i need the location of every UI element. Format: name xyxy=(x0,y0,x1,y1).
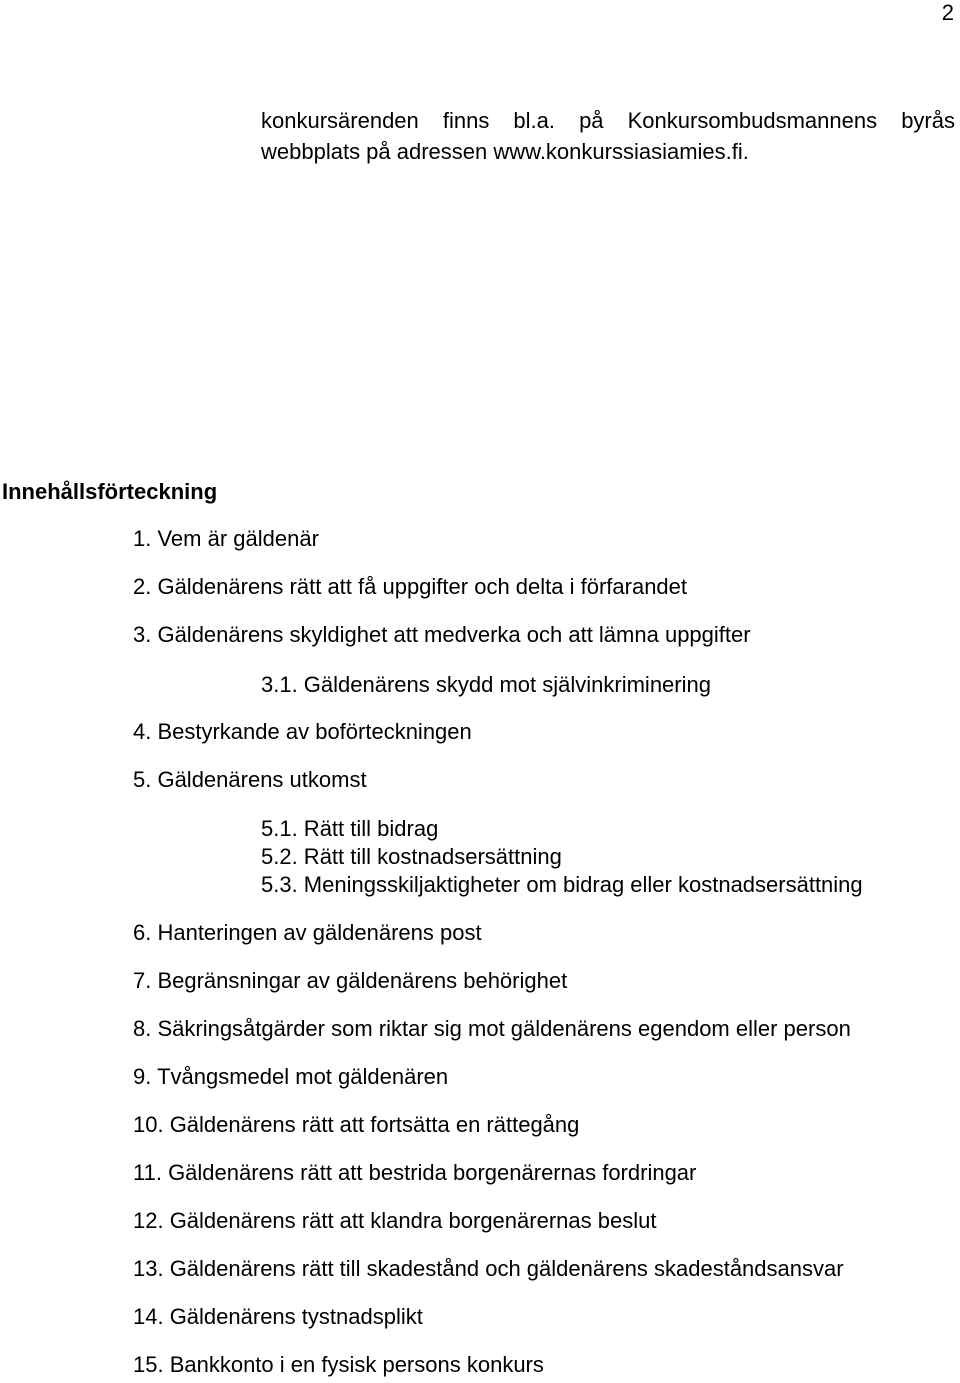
toc-item: 12. Gäldenärens rätt att klandra borgenärernas beslut xyxy=(133,1208,657,1233)
toc-subitem: 5.1. Rätt till bidrag xyxy=(261,816,439,841)
toc-subitem: 5.3. Meningsskiljaktigheter om bidrag eller kostnadsersättning xyxy=(261,872,863,897)
toc-item: 7. Begränsningar av gäldenärens behörighet xyxy=(133,968,568,993)
toc-item: 10. Gäldenärens rätt att fortsätta en rättegång xyxy=(133,1112,580,1137)
intro-text-line: webbplats på adressen www.konkurssiasiamies.fi. xyxy=(261,139,749,164)
toc-subitem: 5.2. Rätt till kostnadsersättning xyxy=(261,844,562,869)
toc-item: 8. Säkringsåtgärder som riktar sig mot gäldenärens egendom eller person xyxy=(133,1016,851,1041)
toc-item: 5. Gäldenärens utkomst xyxy=(133,767,367,792)
toc-item: 6. Hanteringen av gäldenärens post xyxy=(133,920,482,945)
toc-heading: Innehållsförteckning xyxy=(2,479,218,504)
toc-item: 2. Gäldenärens rätt att få uppgifter och delta i förfarandet xyxy=(133,574,688,599)
page-number: 2 xyxy=(941,0,954,25)
intro-text-line: konkursärenden finns bl.a. på Konkursombudsmannens byrås xyxy=(261,108,955,133)
toc-item: 4. Bestyrkande av boförteckningen xyxy=(133,719,472,744)
toc-item: 9. Tvångsmedel mot gäldenären xyxy=(133,1064,449,1089)
toc-item: 11. Gäldenärens rätt att bestrida borgenärernas fordringar xyxy=(133,1160,697,1185)
toc-item: 3. Gäldenärens skyldighet att medverka och att lämna uppgifter xyxy=(133,622,751,647)
toc-item: 15. Bankkonto i en fysisk persons konkurs xyxy=(133,1352,544,1377)
toc-item: 14. Gäldenärens tystnadsplikt xyxy=(133,1304,423,1329)
toc-item: 13. Gäldenärens rätt till skadestånd och gäldenärens skadeståndsansvar xyxy=(133,1256,844,1281)
toc-subitem: 3.1. Gäldenärens skydd mot självinkriminering xyxy=(261,672,711,697)
toc-item: 1. Vem är gäldenär xyxy=(133,526,319,551)
